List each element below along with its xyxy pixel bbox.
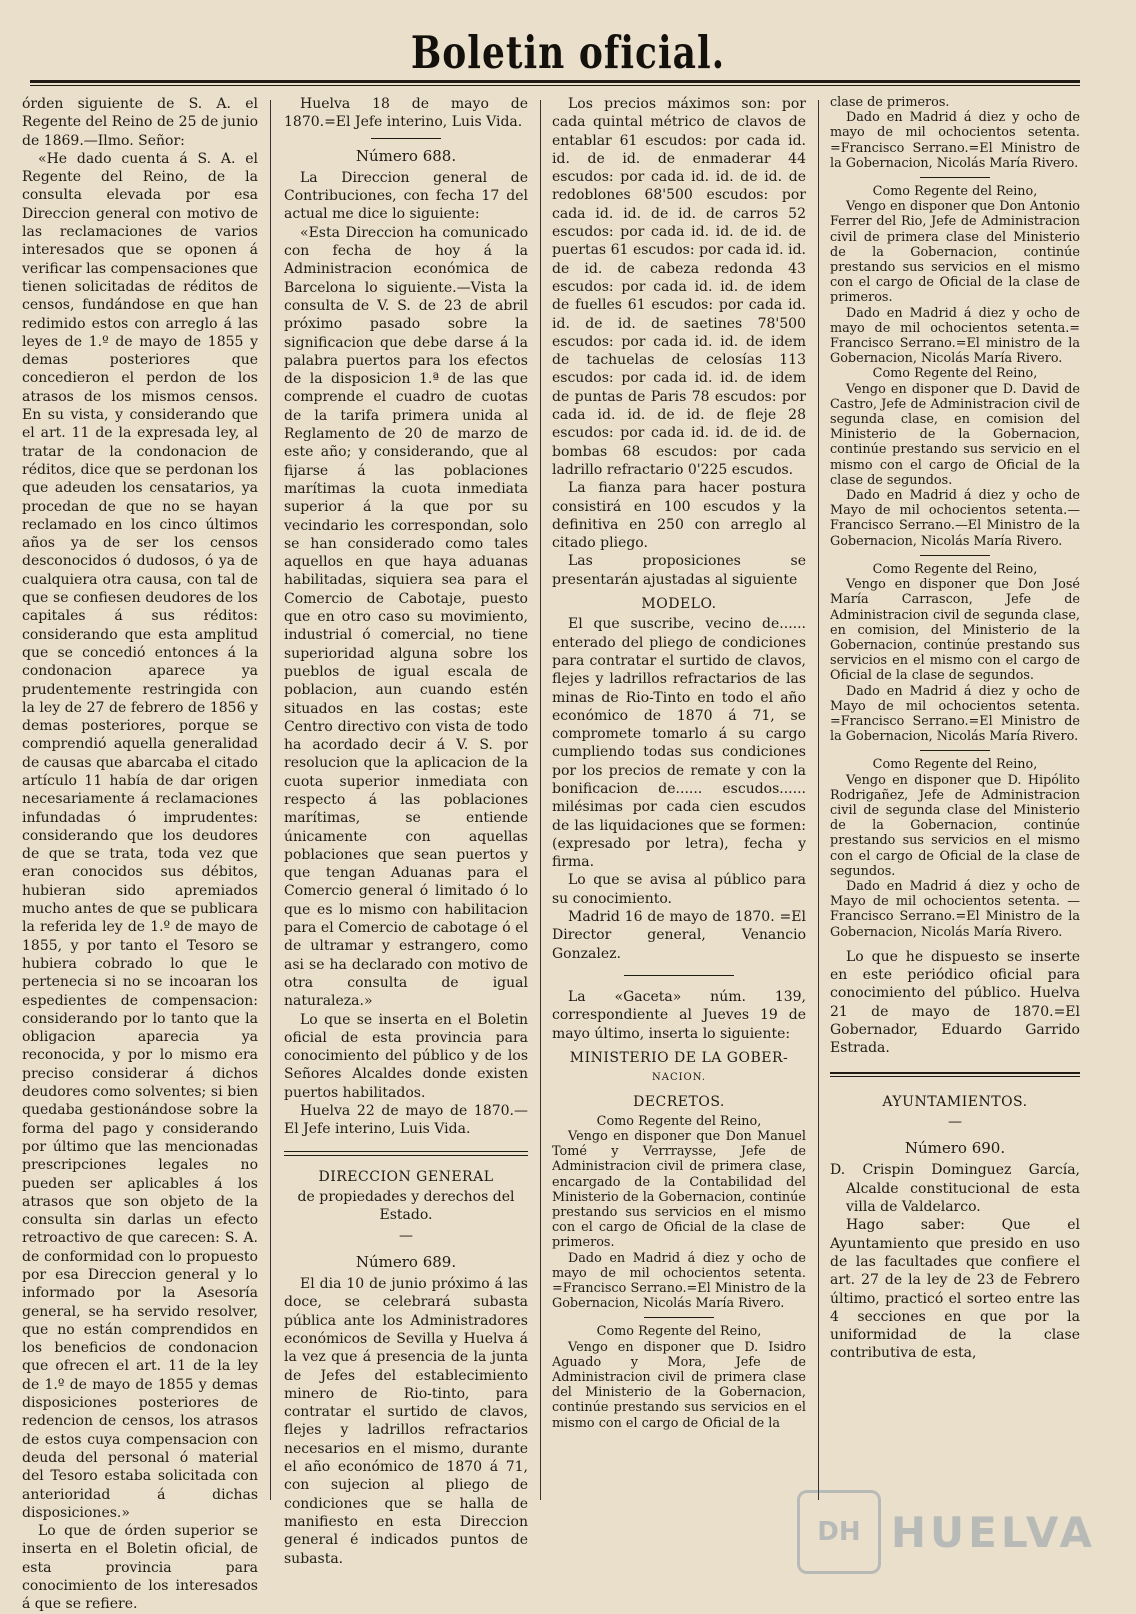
column-rule bbox=[818, 100, 819, 1500]
dash-separator: — bbox=[399, 1227, 413, 1244]
paragraph: D. Crispin Dominguez García, Alcalde constitucional de esta villa de Valdelarco. bbox=[830, 1162, 1080, 1216]
ayuntamientos-heading: AYUNTAMIENTOS. bbox=[882, 1093, 1028, 1110]
ministerio-heading-cont: NACION. bbox=[651, 1072, 707, 1084]
paragraph: Los precios máximos son: por cada quintal métrico de clavos de entablar 61 escudos: por cada id. id. de id. de enmaderar 44 escudos: por cada id. id. de id. de redoblones 68'500 escudos: por cada id. id. de id. de carros 52 escudos: por cada id. id. de id. de puertas 61 escudos: por cada id. id. de id. de cabeza redonda 43 escudos: por cada id. id. de idem de fuelles 61 escudos: por cada id. id. de id. de saetines 78'500 escudos: por cada id. id. de idem de tachuelas de celosías 113 escudos: por cada id. id. de idem de puntas de Paris 78 escudos: por cada id. id. de id. de fleje 28 escudos: por cada id. id. de id. de bombas 68 escudos: por cada ladrillo refractario 0'225 escudos. bbox=[552, 96, 806, 478]
column-3 bbox=[552, 95, 806, 1592]
crest-icon: DH bbox=[797, 1490, 881, 1574]
column-2 bbox=[284, 95, 528, 1592]
column-rule bbox=[540, 100, 541, 1500]
decree-body: Vengo en disponer que D. David de Castro, Jefe de Administracion civil de segunda clase, en comision del Ministerio de la Gobernacion, continúe prestando sus servicio en el mismo con el cargo de Oficial de la clase de segundos. bbox=[830, 381, 1080, 488]
decree-signature: Dado en Madrid á diez y ocho de Mayo de mil ochocientos setenta. =Francisco Serrano.=El Ministro de la Gobernacion, Nicolás María Rivero. bbox=[830, 683, 1080, 745]
decree-body: Vengo en disponer que Don José María Carrascon, Jefe de Administracion civil de segunda clase, en comision, del Ministerio de la Gobernacion, continúe prestando sus servicios en el mismo con el cargo de Oficial de la clase de segundos. bbox=[830, 577, 1080, 684]
thick-rule bbox=[830, 1072, 1080, 1077]
decree-opening: Como Regente del Reino, bbox=[596, 1324, 762, 1340]
direccion-general-heading: DIRECCION GENERAL bbox=[318, 1168, 494, 1185]
short-rule bbox=[920, 177, 990, 178]
decree-signature: Dado en Madrid á diez y ocho de mayo de mil ochocientos setenta. =Francisco Serrano.=El Ministro de la Gobernacion, Nicolás María Rivero. bbox=[552, 1250, 806, 1312]
decree-body: Vengo en disponer que Don Manuel Tomé y Verrraysse, Jefe de Administracion civil de primera clase, encargado de la Contabilidad del Ministerio de la Gobernacion, continúe prestando sus servicios en el mismo con el cargo de Oficial de la clase de primeros. bbox=[552, 1128, 806, 1251]
short-rule bbox=[644, 1317, 714, 1318]
paragraph: órden siguiente de S. A. el Regente del Reino de 25 de junio de 1869.—Ilmo. Señor: bbox=[22, 96, 258, 149]
paragraph: Las proposiciones se presentarán ajustadas al siguiente bbox=[552, 553, 806, 588]
column-rule bbox=[270, 100, 271, 1500]
decree-body: Vengo en disponer que Don Antonio Ferrer del Rio, Jefe de Administracion civil de primera clase del Ministerio de la Gobernacion, continúe prestando sus servicios en el mismo con el cargo de Oficial de la clase de primeros. bbox=[830, 199, 1080, 306]
section-number-689: Número 689. bbox=[355, 1252, 457, 1271]
dash-separator: — bbox=[948, 1113, 962, 1130]
signature: Huelva 22 de mayo de 1870.—El Jefe interino, Luis Vida. bbox=[284, 1103, 528, 1138]
paragraph: Madrid 16 de mayo de 1870. =El Director general, Venancio Gonzalez. bbox=[552, 909, 806, 962]
decree-opening: Como Regente del Reino, bbox=[872, 184, 1038, 200]
short-rule bbox=[920, 555, 990, 556]
decree-body-cont: clase de primeros. bbox=[830, 95, 950, 110]
double-rule bbox=[284, 1151, 528, 1156]
decree-signature: Dado en Madrid á diez y ocho de Mayo de mil ochocientos setenta. —Francisco Serrano.=El Ministro de la Gobernacion, Nicolás María Rivero. bbox=[830, 878, 1080, 940]
decree-opening: Como Regente del Reino, bbox=[872, 366, 1038, 382]
huelva-watermark bbox=[797, 1490, 1096, 1574]
decree-signature: Dado en Madrid á diez y ocho de mayo de mil ochocientos setenta.= Francisco Serrano.=El ministro de la Gobernacion, Nicolás María Rivero. bbox=[830, 305, 1080, 367]
short-rule bbox=[920, 750, 990, 751]
paragraph: Lo que he dispuesto se inserte en este periódico oficial para conocimiento del público. Huelva 21 de mayo de 1870.=El Gobernador, Eduardo Garrido Estrada. bbox=[830, 948, 1080, 1057]
decree-opening: Como Regente del Reino, bbox=[596, 1113, 762, 1129]
paragraph: Lo que se avisa al público para su conocimiento. bbox=[552, 872, 806, 907]
section-number-690: Número 690. bbox=[904, 1139, 1006, 1158]
paragraph: Hago saber: Que el Ayuntamiento que presido en uso de las facultades que confiere el art. 27 de la ley de 23 de Febrero último, practicó el sorteo entre las 4 secciones en que por la uniformidad de la clase contributiva de esta, bbox=[830, 1217, 1080, 1362]
paragraph: La fianza para hacer postura consistirá en 100 escudos y la definitiva en 250 con arreglo al citado pliego. bbox=[552, 480, 806, 552]
paragraph: La Direccion general de Contribuciones, con fecha 17 del actual me dice lo siguiente: bbox=[284, 169, 528, 223]
decree-opening: Como Regente del Reino, bbox=[872, 561, 1038, 577]
decree-body: Vengo en disponer que D. Isidro Aguado y Mora, Jefe de Administracion civil de primera clase del Ministerio de la Gobernacion, continúe prestando sus servicios en el mismo con el cargo de Oficial de la bbox=[552, 1339, 806, 1431]
section-number-688: Número 688. bbox=[355, 146, 457, 165]
decree-signature: Dado en Madrid á diez y ocho de mayo de mil ochocientos setenta. =Francisco Serrano.=El Ministro de la Gobernacion, Nicolás María Rivero. bbox=[830, 110, 1080, 171]
decree-body: Vengo en disponer que D. Hipólito Rodrigañez, Jefe de Administracion civil de segunda clase del Ministerio de la Gobernacion, continúe prestando sus servicios en el mismo con el cargo de Oficial de la clase de segundos. bbox=[830, 772, 1080, 879]
decree-signature: Dado en Madrid á diez y ocho de Mayo de mil ochocientos setenta.— Francisco Serrano.—El Ministro de la Gobernacion, Nicolás María Rivero. bbox=[830, 488, 1080, 549]
paragraph: La «Gaceta» núm. 139, correspondiente al Jueves 19 de mayo último, inserta lo siguiente: bbox=[552, 988, 806, 1042]
watermark-text: HUELVA bbox=[890, 1507, 1096, 1557]
paragraph: Lo que de órden superior se inserta en el Boletin oficial, de esta provincia para conocimiento de los interesados á que se refiere. bbox=[22, 1523, 258, 1613]
short-rule bbox=[624, 975, 734, 976]
closing-signature: Huelva 18 de mayo de 1870.=El Jefe interino, Luis Vida. bbox=[284, 96, 528, 131]
header-rule bbox=[30, 80, 1080, 86]
page-title: Boletin oficial. bbox=[410, 26, 726, 80]
short-rule bbox=[371, 138, 441, 139]
decretos-heading: DECRETOS. bbox=[633, 1094, 725, 1111]
paragraph: «He dado cuenta á S. A. el Regente del Reino, de la consulta elevada por esa Direccion general con motivo de las reclamaciones de varios interesados que se oponen á verificar las compensaciones que tienen solicitadas de réditos de censos, fundándose en que han redimido estos con arreglo á las leyes de 1.º de mayo de 1855 y demas posteriores que concedieron el perdon de los atrasos de los mismos censos. En su vista, y considerando que el art. 11 de la expresada ley, al tratar de la condonacion de réditos, dice que se perdonan los que adeuden los censatarios, ya procedan de que no se hayan reclamado en los cinco últimos años ya de ser los censos desconocidos ó dudosos, ó ya de cualquiera otra causa, con tal de que se confiesen deudores de los capitales á sus réditos: considerando que esta amplitud que se concedió entonces á la condonacion aparece ya prudentemente restringida con la ley de 27 de febrero de 1856 y demas posteriores, porque se comprendió aquella generalidad de causas que abarcaba el citado artículo 11 había de dar origen necesariamente á reclamaciones infundadas ó imprudentes: considerando que los deudores de que se trata, toda vez que eran conocidos sus débitos, hubieran sido apremiados mucho antes de que se publicara la referida ley de 1.º de mayo de 1855, y por tanto el Tesoro se hubiera cobrado lo que le pertenecia si no se incoaran los espedientes de compensacion: considerando por lo tanto que la obligacion aparecia ya reconocida, y por lo mismo era preciso considerar á dichos deudores como solventes; si bien quedaba gestionándose sobre la forma del pago y considerando por último que las mencionadas prescripciones legales no pueden ser aplicables á los atrasos que son objeto de la consulta sin darlas un efecto retroactivo de que carecen: S. A. de conformidad con lo propuesto por esa Direccion general y lo informado por la Asesoría general, se ha servido resolver, que no están comprendidos en los beneficios de condonacion que ofrecen el art. 11 de la ley de 1.º de mayo de 1855 y demas disposiciones posteriores de redencion de censos, los atrasos de estos cuya compensacion con deuda del personal ó material del Tesoro estaba solicitada con anterioridad á dichas disposiciones.» bbox=[22, 150, 258, 1521]
paragraph: El dia 10 de junio próximo á las doce, se celebrará subasta pública ante los Administradores económicos de Sevilla y Huelva á la vez que á presencia de la junta de Jefes del establecimiento minero de Rio-tinto, para contratar el surtido de clavos, flejes y ladrillos refractarios necesarios en el mismo, durante el año económico de 1870 á 71, con sujecion al pliego de condiciones que se halla de manifiesto en esta Direccion general é indicados puntos de subasta. bbox=[284, 1276, 528, 1567]
direccion-general-subheading: de propiedades y derechos del Estado. bbox=[297, 1188, 515, 1224]
decree-opening: Como Regente del Reino, bbox=[872, 757, 1038, 773]
paragraph: El que suscribe, vecino de...... enterado del pliego de condiciones para contratar el surtido de clavos, flejes y ladrillos refractarios de las minas de Rio-Tinto en todo el año económico de 1870 á 71, se compromete tomarlo á su cargo cumpliendo todas sus condiciones por los precios de remate y con la bonificacion de...... escudos...... milésimas por cada cien escudos de las liquidaciones que se formen: (expresado por letra), fecha y firma. bbox=[552, 616, 806, 871]
column-4 bbox=[830, 95, 1080, 1592]
paragraph: «Esta Direccion ha comunicado con fecha de hoy á la Administracion económica de Barcelona lo siguiente.—Vista la consulta de V. S. de 23 de abril próximo pasado sobre la significacion que debe darse á la palabra puertos para los efectos de la disposicion 1.ª de las que comprende el cuadro de cuotas de la tarifa primera unida al Reglamento de 20 de marzo de este año; y considerando, que al fijarse á las poblaciones marítimas la cuota inmediata superior á la que por su vecindario les correspondan, solo se han considerado como tales aquellos en que haya aduanas habilitadas, siquiera sea para el Comercio de Cabotaje, puesto que en otro caso su movimiento, industrial ó comercial, no tiene superioridad alguna sobre los pueblos de igual escala de poblacion, aun cuando estén situados en las costas; este Centro directivo con vista de todo ha acordado decir á V. S. por resolucion que la aplicacion de la cuota superior inmediata con respecto á las poblaciones marítimas, se entiende únicamente con aquellas poblaciones que sean puertos y que tengan Aduanas para el Comercio general ó limitado ó lo que es lo mismo con habilitacion para el Comercio de cabotage ó el de ultramar y estrangero, como asi se ha declarado con motivo de otra consulta de igual naturaleza.» bbox=[284, 224, 528, 1010]
ministerio-heading: MINISTERIO DE LA GOBER- bbox=[569, 1049, 789, 1066]
modelo-heading: MODELO. bbox=[641, 596, 717, 613]
column-1 bbox=[22, 95, 258, 1613]
paragraph: Lo que se inserta en el Boletin oficial de esta provincia para conocimiento del público y de los Señores Alcaldes donde existen puertos habilitados. bbox=[284, 1011, 528, 1101]
